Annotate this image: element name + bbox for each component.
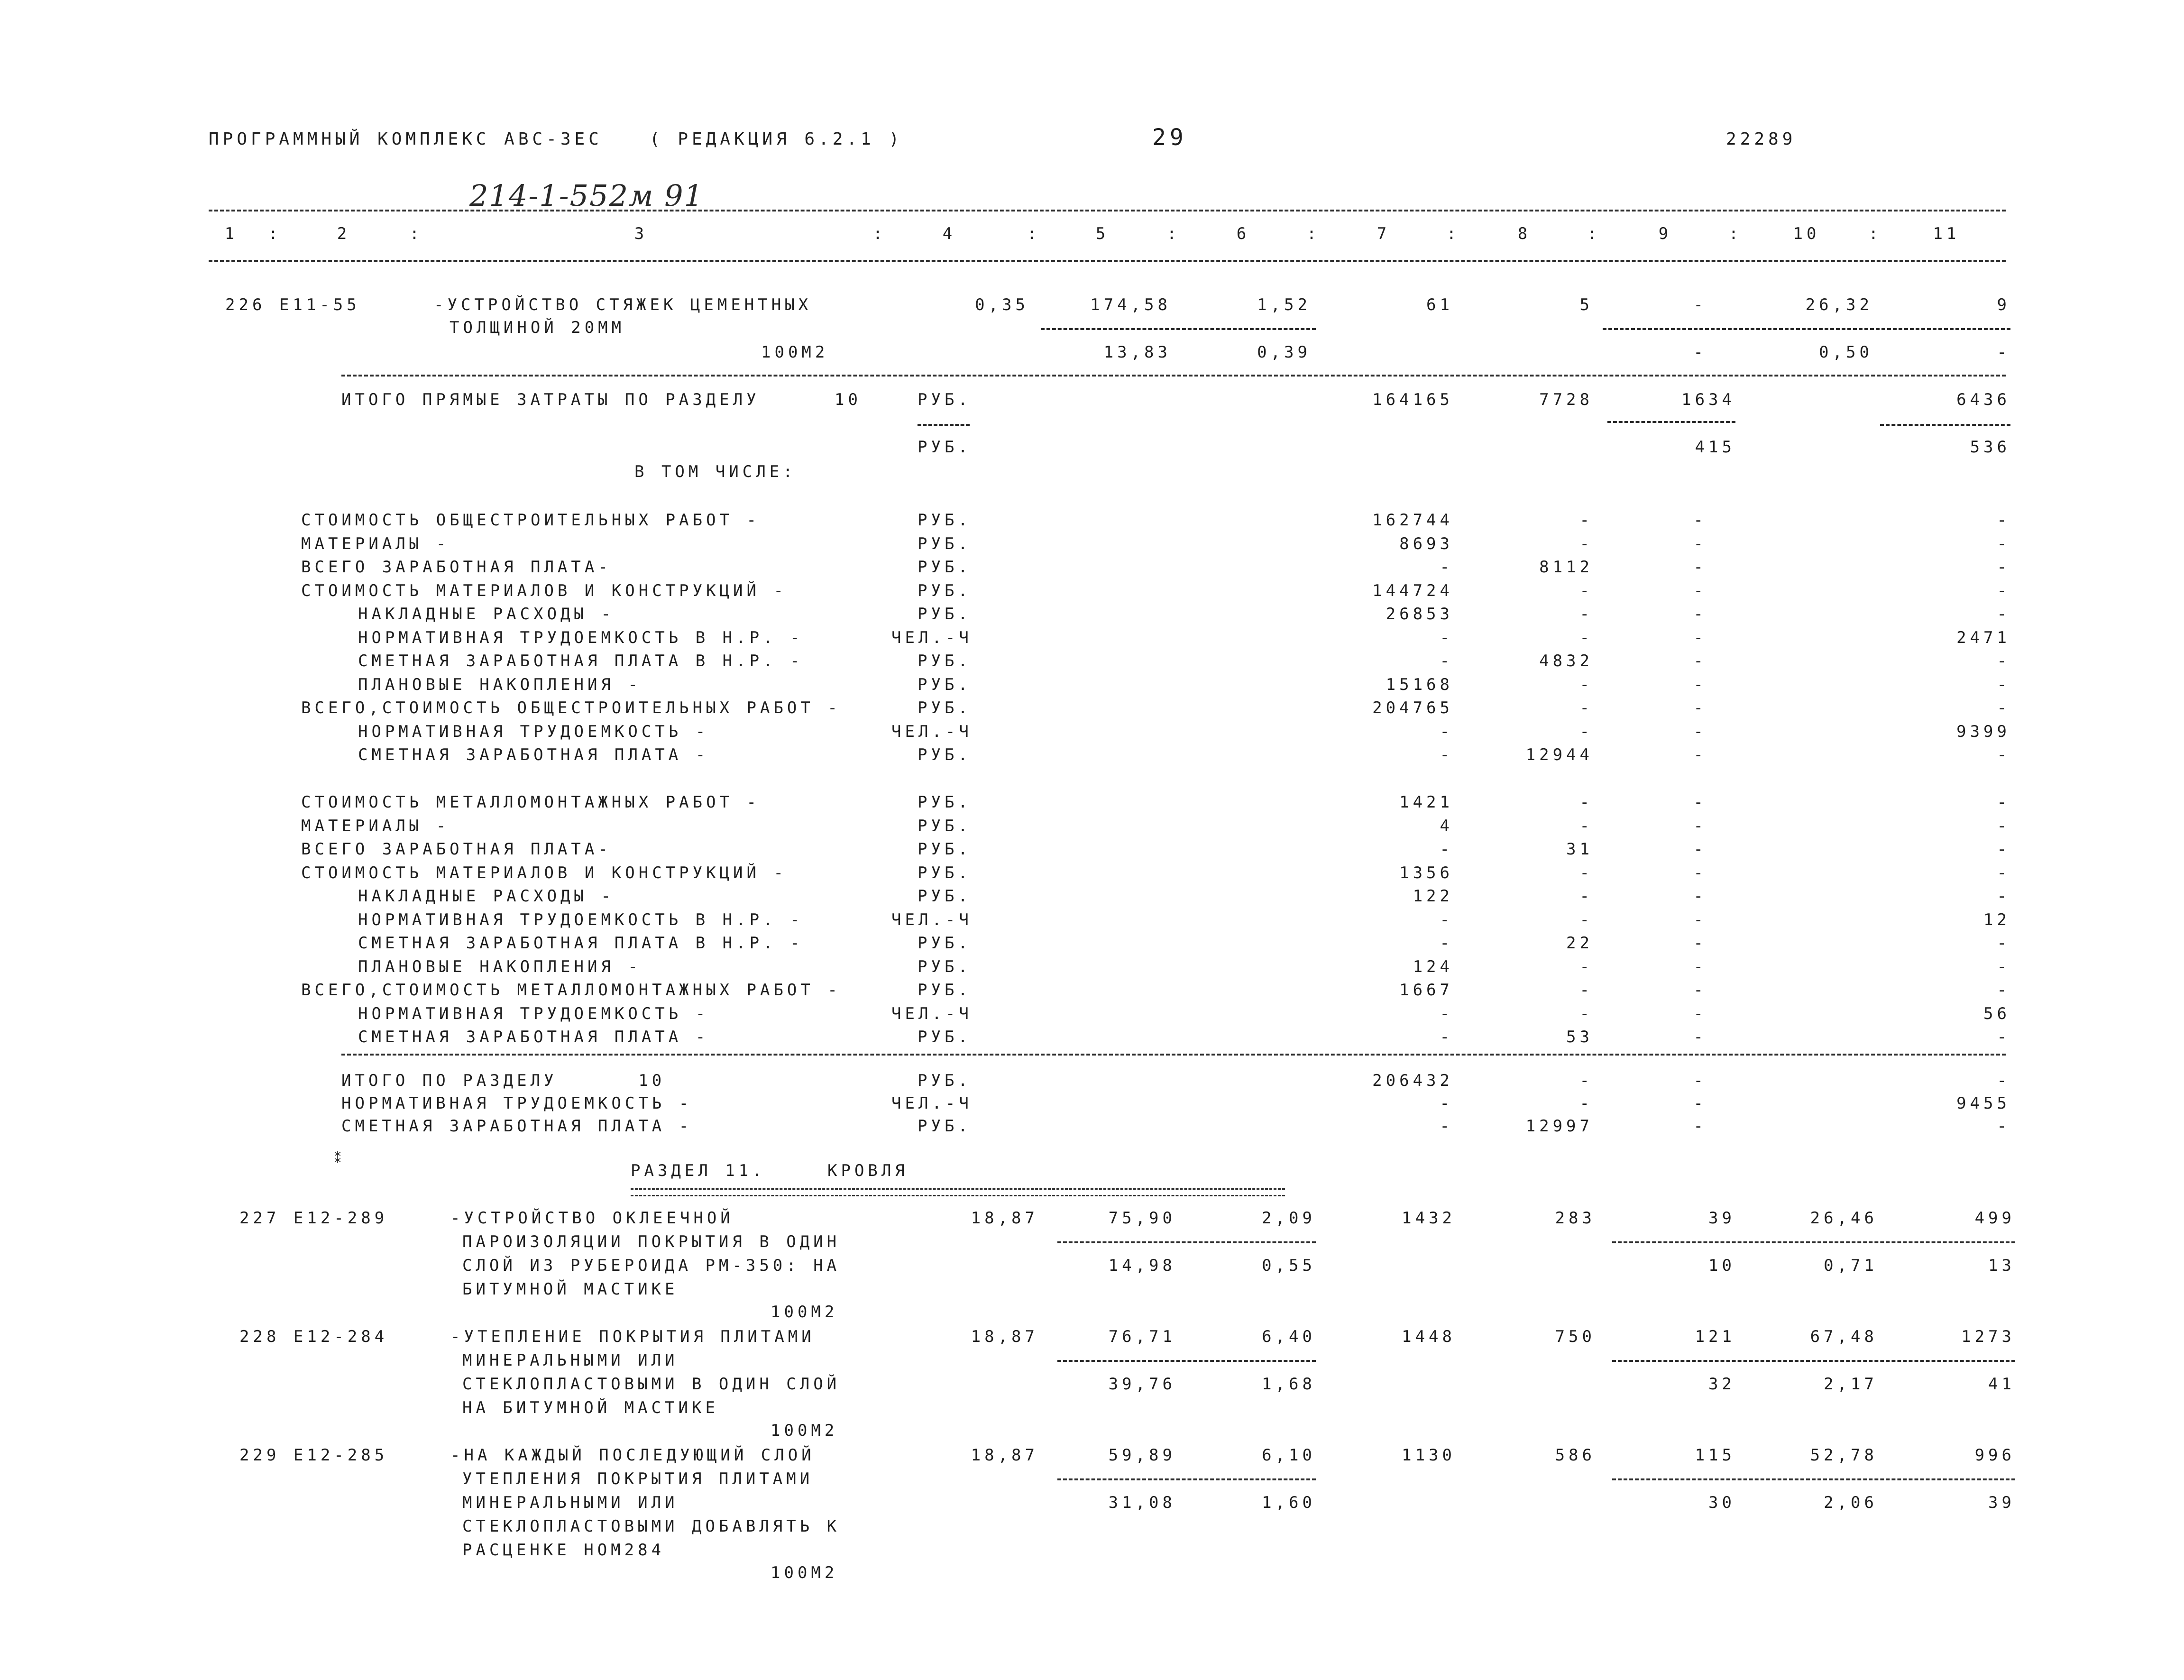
row-description: ПАРОИЗОЛЯЦИИ ПОКРЫТИЯ В ОДИН (462, 1232, 841, 1251)
breakdown-label: ВСЕГО,СТОИМОСТЬ ОБЩЕСТРОИТЕЛЬНЫХ РАБОТ - (301, 698, 841, 717)
breakdown-label: СМЕТНАЯ ЗАРАБОТНАЯ ПЛАТА - (358, 1028, 709, 1047)
cell-c7: 162744 (1372, 511, 1453, 530)
subtotal-rule (1603, 328, 2010, 330)
cell-c8: 22 (1566, 934, 1593, 953)
cell-c8: - (1579, 910, 1593, 929)
row-code: 229 Е12-285 (239, 1446, 388, 1465)
breakdown-label: НОРМАТИВНАЯ ТРУДОЕМКОСТЬ - (358, 722, 709, 741)
col-separator: : (1027, 224, 1041, 243)
cell-c7: 124 (1413, 957, 1453, 976)
cell-c8: 7728 (1539, 390, 1593, 409)
cell-c6-b: 1,68 (1262, 1375, 1316, 1394)
breakdown-label: ВСЕГО,СТОИМОСТЬ МЕТАЛЛОМОНТАЖНЫХ РАБОТ - (301, 981, 841, 1000)
breakdown-unit: ЧЕЛ.-Ч (891, 722, 973, 741)
cell-c8: - (1579, 628, 1593, 647)
breakdown-unit: РУБ. (918, 840, 972, 859)
breakdown-label: СТОИМОСТЬ ОБЩЕСТРОИТЕЛЬНЫХ РАБОТ - (301, 511, 760, 530)
subtotal-rule (1041, 328, 1316, 330)
cell-c11: - (1997, 934, 2010, 953)
col-header: 10 (1793, 224, 1820, 243)
cell-c9: - (1693, 1028, 1707, 1047)
breakdown-unit: РУБ. (918, 934, 972, 953)
cell-c7: 1356 (1399, 863, 1453, 882)
cell-c7: - (1440, 840, 1453, 859)
cell-c7: 122 (1413, 887, 1453, 906)
cell-c9: - (1693, 722, 1707, 741)
cell-c10-b: 0,50 (1819, 343, 1873, 362)
cell-c8: - (1579, 722, 1593, 741)
cell-c10: 52,78 (1810, 1446, 1878, 1465)
breakdown-unit: РУБ. (918, 698, 972, 717)
razdel-name: КРОВЛЯ (827, 1161, 908, 1180)
itogo-label: СМЕТНАЯ ЗАРАБОТНАЯ ПЛАТА - (341, 1117, 693, 1136)
cell-c7: 1432 (1402, 1209, 1456, 1228)
row-description: -УСТРОЙСТВО СТЯЖЕК ЦЕМЕНТНЫХ (434, 295, 812, 314)
razdel-title: РАЗДЕЛ 11. (631, 1161, 766, 1180)
handwritten-code: 214-1-552м 91 (469, 178, 704, 213)
cell-c9: - (1693, 652, 1707, 670)
cell-c9: - (1693, 934, 1707, 953)
cell-c9: - (1693, 1094, 1707, 1113)
breakdown-unit: РУБ. (918, 981, 972, 1000)
subtotal-rule (918, 424, 970, 426)
breakdown-unit: РУБ. (918, 1028, 972, 1047)
itogo-unit: РУБ. (918, 438, 972, 457)
cell-c9: 39 (1708, 1209, 1735, 1228)
itogo-label: ИТОГО ПРЯМЫЕ ЗАТРАТЫ ПО РАЗДЕЛУ (341, 390, 760, 409)
cell-c11: - (1997, 981, 2010, 1000)
cell-c9: - (1693, 816, 1707, 835)
cell-c5: 76,71 (1108, 1327, 1176, 1346)
cell-c7: - (1440, 628, 1453, 647)
cell-c7: 206432 (1372, 1071, 1453, 1090)
row-description: МИНЕРАЛЬНЫМИ ИЛИ (462, 1351, 679, 1370)
cell-c6-b: 0,55 (1262, 1256, 1316, 1275)
row-description: МИНЕРАЛЬНЫМИ ИЛИ (462, 1493, 679, 1512)
col-header: 6 (1236, 224, 1250, 243)
breakdown-label: НОРМАТИВНАЯ ТРУДОЕМКОСТЬ В Н.Р. - (358, 628, 804, 647)
cell-c8: - (1579, 698, 1593, 717)
cell-c9-b: 415 (1695, 438, 1735, 457)
razdel-double-rule (631, 1195, 1285, 1196)
col-header: 7 (1376, 224, 1391, 243)
cell-c9: 121 (1695, 1327, 1735, 1346)
breakdown-unit: ЧЕЛ.-Ч (891, 1004, 973, 1023)
cell-c5: 75,90 (1108, 1209, 1176, 1228)
breakdown-unit: ЧЕЛ.-Ч (891, 628, 973, 647)
row-description: БИТУМНОЙ МАСТИКЕ (462, 1280, 679, 1299)
breakdown-label: ПЛАНОВЫЕ НАКОПЛЕНИЯ - (358, 957, 642, 976)
cell-c6-b: 1,60 (1262, 1493, 1316, 1512)
row-separator (341, 1054, 2006, 1056)
cell-c8: - (1579, 675, 1593, 694)
cell-c8: 53 (1566, 1028, 1593, 1047)
breakdown-unit: ЧЕЛ.-Ч (891, 910, 973, 929)
col-header: 8 (1517, 224, 1532, 243)
cell-c7: - (1440, 652, 1453, 670)
cell-c8: 12944 (1525, 745, 1593, 764)
cell-c7: 26853 (1386, 605, 1453, 624)
breakdown-label: НОРМАТИВНАЯ ТРУДОЕМКОСТЬ В Н.Р. - (358, 910, 804, 929)
row-unit: 100М2 (761, 343, 829, 362)
col-separator: : (268, 224, 282, 243)
cell-c5: 174,58 (1090, 295, 1171, 314)
cell-c6: 1,52 (1257, 295, 1311, 314)
cell-c9: - (1693, 910, 1707, 929)
subtotal-rule (1607, 421, 1735, 423)
cell-c11-b: 536 (1970, 438, 2010, 457)
cell-c8: - (1579, 605, 1593, 624)
breakdown-label: НАКЛАДНЫЕ РАСХОДЫ - (358, 887, 615, 906)
cell-c4: 18,87 (971, 1446, 1038, 1465)
cell-c11: - (1997, 816, 2010, 835)
breakdown-label: НАКЛАДНЫЕ РАСХОДЫ - (358, 605, 615, 624)
program-title: ПРОГРАММНЫЙ КОМПЛЕКС АВС-ЗЕС (209, 129, 603, 149)
col-header: 5 (1095, 224, 1110, 243)
cell-c9: - (1693, 957, 1707, 976)
col-separator: : (409, 224, 423, 243)
cell-c11: - (1997, 652, 2010, 670)
edition-label: ( РЕДАКЦИЯ 6.2.1 ) (650, 129, 903, 149)
cell-c7: - (1440, 910, 1453, 929)
cell-c7: - (1440, 722, 1453, 741)
cell-c7: - (1440, 1028, 1453, 1047)
col-header: 2 (337, 224, 351, 243)
cell-c11: - (1997, 793, 2010, 812)
breakdown-label: ПЛАНОВЫЕ НАКОПЛЕНИЯ - (358, 675, 642, 694)
cell-c9: - (1693, 628, 1707, 647)
cell-c9: - (1693, 840, 1707, 859)
breakdown-unit: РУБ. (918, 745, 972, 764)
cell-c11: 9399 (1956, 722, 2010, 741)
cell-c5-b: 39,76 (1108, 1375, 1176, 1394)
col-separator: : (1868, 224, 1882, 243)
cell-c8: - (1579, 957, 1593, 976)
cell-c9: - (1693, 534, 1707, 553)
cell-c5: 59,89 (1108, 1446, 1176, 1465)
cell-c8: - (1579, 816, 1593, 835)
cell-c6: 6,10 (1262, 1446, 1316, 1465)
cell-c9: 1634 (1681, 390, 1735, 409)
breakdown-label: МАТЕРИАЛЫ - (301, 534, 450, 553)
breakdown-label: СМЕТНАЯ ЗАРАБОТНАЯ ПЛАТА - (358, 745, 709, 764)
cell-c11: - (1997, 698, 2010, 717)
breakdown-unit: РУБ. (918, 652, 972, 670)
breakdown-label: ВСЕГО ЗАРАБОТНАЯ ПЛАТА- (301, 558, 612, 577)
cell-c5-b: 31,08 (1108, 1493, 1176, 1512)
itogo-razdel-number: 10 (835, 390, 862, 409)
table-top-rule (209, 210, 2006, 211)
cell-c11: - (1997, 605, 2010, 624)
cell-c7: - (1440, 1004, 1453, 1023)
cell-c7: - (1440, 934, 1453, 953)
cell-c9-b: - (1693, 343, 1707, 362)
row-code: 226 Е11-55 (225, 295, 360, 314)
cell-c8: - (1579, 511, 1593, 530)
cell-c11: - (1997, 511, 2010, 530)
cell-c7: 1667 (1399, 981, 1453, 1000)
cell-c7: 8693 (1399, 534, 1453, 553)
cell-c7: 15168 (1386, 675, 1453, 694)
cell-c11: - (1997, 534, 2010, 553)
breakdown-label: ВСЕГО ЗАРАБОТНАЯ ПЛАТА- (301, 840, 612, 859)
breakdown-unit: РУБ. (918, 863, 972, 882)
cell-c7: 1421 (1399, 793, 1453, 812)
cell-c11: 9455 (1956, 1094, 2010, 1113)
row-unit: 100М2 (771, 1303, 838, 1322)
cell-c11: 1273 (1961, 1327, 2015, 1346)
cell-c9: - (1693, 558, 1707, 577)
cell-c4: 18,87 (971, 1327, 1038, 1346)
cell-c9: - (1693, 745, 1707, 764)
cell-c7: 164165 (1372, 390, 1453, 409)
cell-c6: 6,40 (1262, 1327, 1316, 1346)
breakdown-unit: РУБ. (918, 605, 972, 624)
cell-c10: 26,46 (1810, 1209, 1878, 1228)
row-code: 228 Е12-284 (239, 1327, 388, 1346)
itogo-unit: РУБ. (918, 1071, 972, 1090)
header-bottom-rule (209, 260, 2006, 262)
subtotal-rule (1612, 1478, 2015, 1480)
breakdown-label: СМЕТНАЯ ЗАРАБОТНАЯ ПЛАТА В Н.Р. - (358, 934, 804, 953)
cell-c7: - (1440, 558, 1453, 577)
row-description: -УСТРОЙСТВО ОКЛЕЕЧНОЙ (450, 1209, 734, 1228)
cell-c9: - (1693, 793, 1707, 812)
breakdown-unit: РУБ. (918, 957, 972, 976)
cell-c8: 8112 (1539, 558, 1593, 577)
cell-c11: - (1997, 558, 2010, 577)
col-separator: : (1306, 224, 1321, 243)
row-description: УТЕПЛЕНИЯ ПОКРЫТИЯ ПЛИТАМИ (462, 1469, 814, 1488)
cell-c10-b: 0,71 (1824, 1256, 1878, 1275)
row-description: СТЕКЛОПЛАСТОВЫМИ ДОБАВЛЯТЬ К (462, 1517, 841, 1536)
cell-c10-b: 2,06 (1824, 1493, 1878, 1512)
cell-c8: 750 (1555, 1327, 1596, 1346)
cell-c10-b: 2,17 (1824, 1375, 1878, 1394)
cell-c11-b: 39 (1988, 1493, 2015, 1512)
col-separator: : (1587, 224, 1601, 243)
cell-c7: 1130 (1402, 1446, 1456, 1465)
subtotal-rule (1612, 1241, 2015, 1243)
cell-c11: 12 (1983, 910, 2010, 929)
cell-c5-b: 14,98 (1108, 1256, 1176, 1275)
cell-c9: - (1693, 605, 1707, 624)
col-separator: : (1166, 224, 1181, 243)
cell-c9-b: 30 (1708, 1493, 1735, 1512)
cell-c8: - (1579, 1071, 1593, 1090)
cell-c9: - (1693, 863, 1707, 882)
cell-c11: 9 (1997, 295, 2010, 314)
itogo-unit: РУБ. (918, 1117, 972, 1136)
row-unit: 100М2 (771, 1421, 838, 1440)
cell-c7: 4 (1440, 816, 1453, 835)
cell-c11: - (1997, 887, 2010, 906)
subtotal-rule (1057, 1360, 1316, 1362)
cell-c7: 204765 (1372, 698, 1453, 717)
cell-c9: - (1693, 1117, 1707, 1136)
breakdown-unit: РУБ. (918, 816, 972, 835)
row-separator (341, 375, 2006, 376)
cell-c9: - (1693, 1071, 1707, 1090)
page-number: 29 (1152, 124, 1187, 151)
cell-c11: 56 (1983, 1004, 2010, 1023)
cell-c11: - (1997, 1117, 2010, 1136)
cell-c9: - (1693, 981, 1707, 1000)
cell-c11-b: - (1997, 343, 2010, 362)
breakdown-label: НОРМАТИВНАЯ ТРУДОЕМКОСТЬ - (358, 1004, 709, 1023)
cell-c7: 61 (1426, 295, 1453, 314)
row-description: НА БИТУМНОЙ МАСТИКЕ (462, 1398, 719, 1417)
breakdown-unit: РУБ. (918, 511, 972, 530)
cell-c8: - (1579, 1094, 1593, 1113)
row-code: 227 Е12-289 (239, 1209, 388, 1228)
cell-c11: 499 (1974, 1209, 2015, 1228)
cell-c8: - (1579, 534, 1593, 553)
subtotal-rule (1612, 1360, 2015, 1362)
cell-c4: 18,87 (971, 1209, 1038, 1228)
breakdown-unit: РУБ. (918, 558, 972, 577)
breakdown-unit: РУБ. (918, 675, 972, 694)
cell-c5-b: 13,83 (1103, 343, 1171, 362)
cell-c11-b: 13 (1988, 1256, 2015, 1275)
cell-c11: - (1997, 745, 2010, 764)
v-tom-chisle-label: В ТОМ ЧИСЛЕ: (634, 462, 797, 481)
col-header: 3 (634, 224, 648, 243)
cell-c8: - (1579, 863, 1593, 882)
row-description: РАСЦЕНКЕ НОМ284 (462, 1541, 665, 1560)
cell-c8: 5 (1579, 295, 1593, 314)
row-description: -УТЕПЛЕНИЕ ПОКРЫТИЯ ПЛИТАМИ (450, 1327, 815, 1346)
cell-c9: 115 (1695, 1446, 1735, 1465)
cell-c11: 2471 (1956, 628, 2010, 647)
cell-c9: - (1693, 698, 1707, 717)
cell-c7: - (1440, 745, 1453, 764)
cell-c11: - (1997, 1028, 2010, 1047)
cell-c6: 2,09 (1262, 1209, 1316, 1228)
breakdown-unit: РУБ. (918, 581, 972, 600)
margin-mark: ⁑ (334, 1151, 342, 1166)
itogo-unit: РУБ. (918, 390, 972, 409)
breakdown-unit: РУБ. (918, 887, 972, 906)
breakdown-label: СТОИМОСТЬ МАТЕРИАЛОВ И КОНСТРУКЦИЙ - (301, 581, 787, 600)
cell-c11: - (1997, 1071, 2010, 1090)
cell-c10: 26,32 (1805, 295, 1873, 314)
cell-c8: 12997 (1525, 1117, 1593, 1136)
itogo-label: ИТОГО ПО РАЗДЕЛУ 10 (341, 1071, 666, 1090)
cell-c11: - (1997, 581, 2010, 600)
cell-c9-b: 10 (1708, 1256, 1735, 1275)
cell-c8: - (1579, 793, 1593, 812)
razdel-double-rule (631, 1188, 1285, 1190)
col-separator: : (1446, 224, 1460, 243)
cell-c8: - (1579, 581, 1593, 600)
col-separator: : (872, 224, 887, 243)
row-unit: 100М2 (771, 1563, 838, 1582)
breakdown-label: СМЕТНАЯ ЗАРАБОТНАЯ ПЛАТА В Н.Р. - (358, 652, 804, 670)
cell-c8: 283 (1555, 1209, 1596, 1228)
cell-c7: 1448 (1402, 1327, 1456, 1346)
cell-c6-b: 0,39 (1257, 343, 1311, 362)
cell-c11: - (1997, 675, 2010, 694)
breakdown-unit: РУБ. (918, 793, 972, 812)
subtotal-rule (1057, 1241, 1316, 1243)
itogo-label: НОРМАТИВНАЯ ТРУДОЕМКОСТЬ - (341, 1094, 693, 1113)
col-header: 9 (1658, 224, 1672, 243)
cell-c8: - (1579, 1004, 1593, 1023)
subtotal-rule (1057, 1478, 1316, 1480)
breakdown-label: МАТЕРИАЛЫ - (301, 816, 450, 835)
document-number: 22289 (1726, 129, 1797, 149)
col-header: 4 (942, 224, 956, 243)
cell-c11: 6436 (1956, 390, 2010, 409)
cell-c8: 4832 (1539, 652, 1593, 670)
row-description: СЛОЙ ИЗ РУБЕРОИДА РМ-350: НА (462, 1256, 841, 1275)
cell-c8: 31 (1566, 840, 1593, 859)
cell-c8: 586 (1555, 1446, 1596, 1465)
cell-c11: - (1997, 840, 2010, 859)
cell-c9: - (1693, 295, 1707, 314)
breakdown-label: СТОИМОСТЬ МАТЕРИАЛОВ И КОНСТРУКЦИЙ - (301, 863, 787, 882)
col-separator: : (1728, 224, 1743, 243)
cell-c9: - (1693, 581, 1707, 600)
cell-c9-b: 32 (1708, 1375, 1735, 1394)
cell-c11: - (1997, 957, 2010, 976)
breakdown-label: СТОИМОСТЬ МЕТАЛЛОМОНТАЖНЫХ РАБОТ - (301, 793, 760, 812)
cell-c9: - (1693, 511, 1707, 530)
itogo-unit: ЧЕЛ.-Ч (891, 1094, 973, 1113)
cell-c11-b: 41 (1988, 1375, 2015, 1394)
cell-c7: - (1440, 1094, 1453, 1113)
cell-c9: - (1693, 1004, 1707, 1023)
cell-c8: - (1579, 887, 1593, 906)
row-description: -НА КАЖДЫЙ ПОСЛЕДУЮЩИЙ СЛОЙ (450, 1446, 815, 1465)
cell-c11: - (1997, 863, 2010, 882)
cell-c7: 144724 (1372, 581, 1453, 600)
cell-c11: 996 (1974, 1446, 2015, 1465)
breakdown-unit: РУБ. (918, 534, 972, 553)
row-description: СТЕКЛОПЛАСТОВЫМИ В ОДИН СЛОЙ (462, 1375, 841, 1394)
cell-c10: 67,48 (1810, 1327, 1878, 1346)
col-header: 1 (224, 224, 239, 243)
row-description: ТОЛЩИНОЙ 20ММ (450, 318, 625, 337)
subtotal-rule (1880, 424, 2010, 426)
cell-c9: - (1693, 887, 1707, 906)
cell-c8: - (1579, 981, 1593, 1000)
cell-c9: - (1693, 675, 1707, 694)
cell-c7: - (1440, 1117, 1453, 1136)
col-header: 11 (1933, 224, 1960, 243)
cell-c4: 0,35 (975, 295, 1029, 314)
